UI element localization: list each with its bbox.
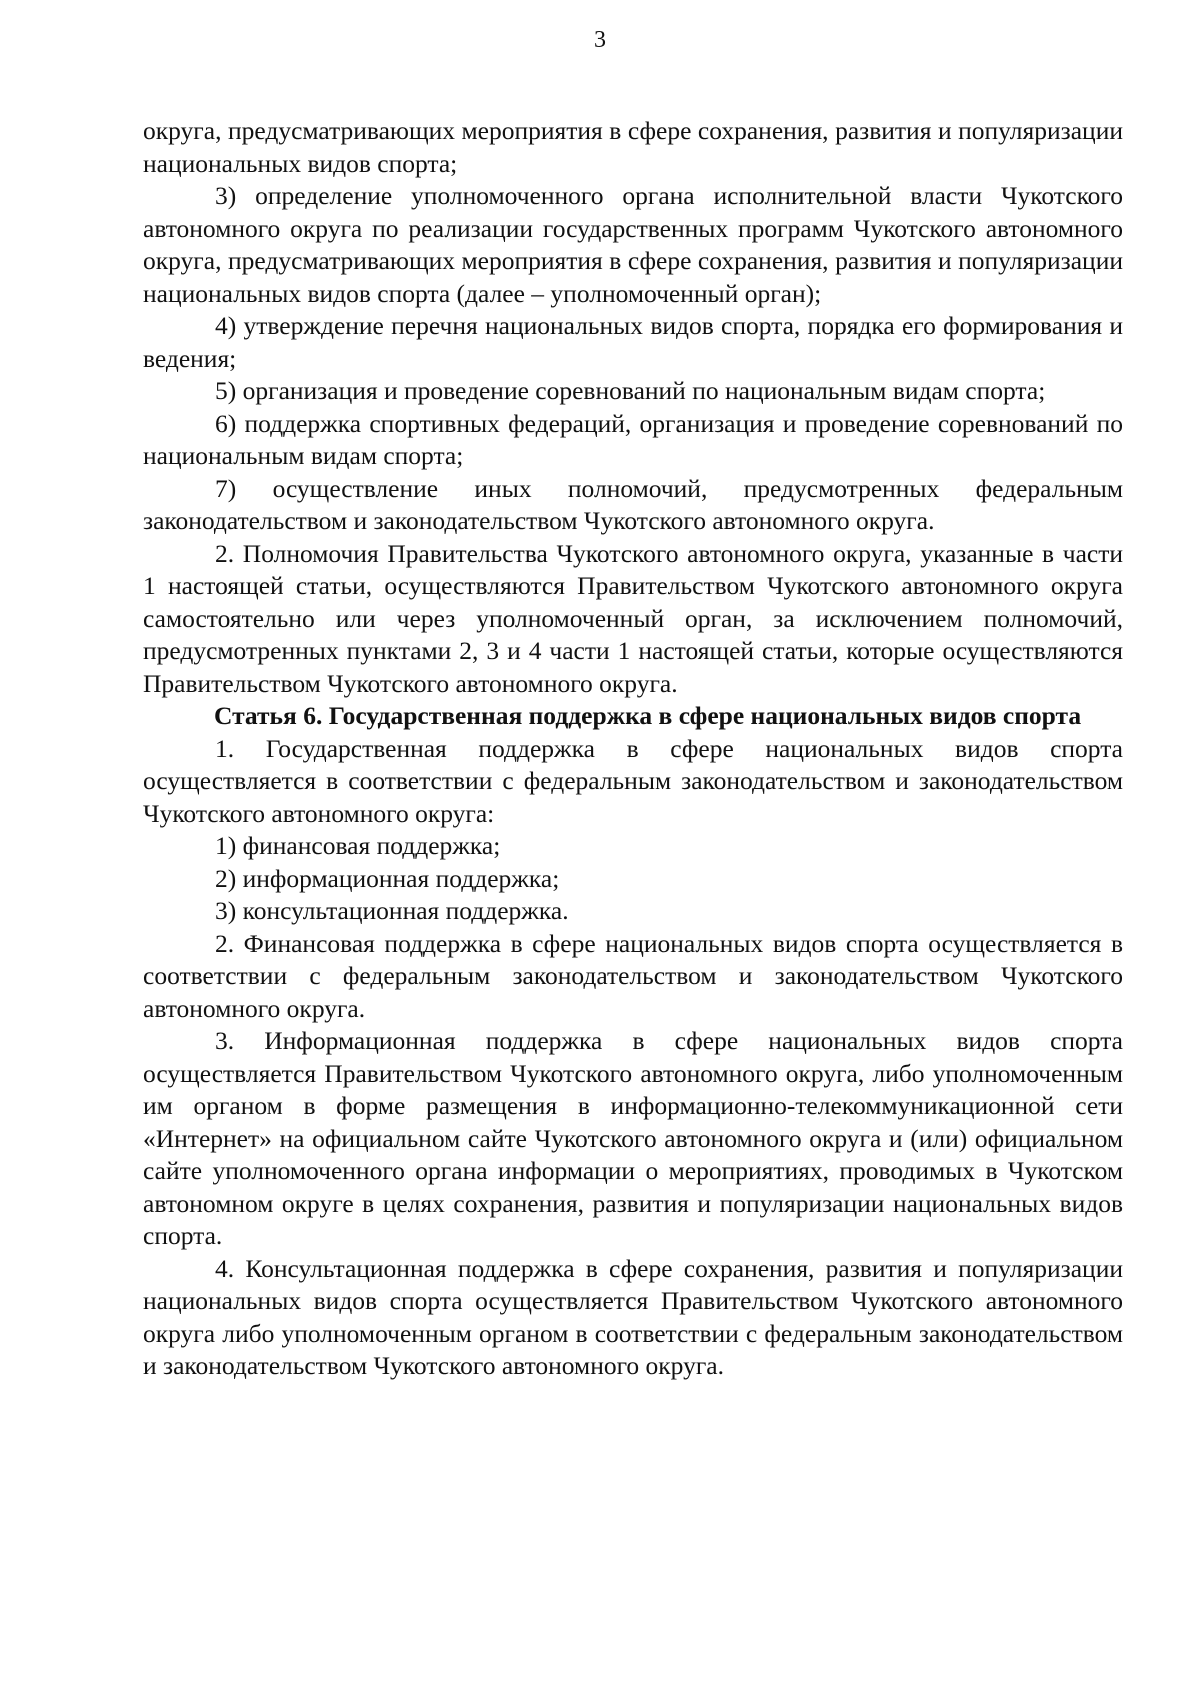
document-body bbox=[143, 115, 1123, 1383]
paragraph-continuation: округа, предусматривающих мероприятия в сфере сохранения, развития и популяризации национальных видов спорта; bbox=[143, 116, 1123, 178]
list-item-4: 4) утверждение перечня национальных видов спорта, порядка его формирования и ведения; bbox=[143, 311, 1123, 373]
list-item-5: 5) организация и проведение соревнований по национальным видам спорта; bbox=[215, 376, 1046, 405]
list-item-6: 6) поддержка спортивных федераций, организация и проведение соревнований по национальным видам спорта; bbox=[143, 408, 1123, 470]
support-item-2: 2) информационная поддержка; bbox=[215, 863, 560, 893]
list-item-3: 3) определение уполномоченного органа исполнительной власти Чукотского автономного округа по реализации государственных программ Чукотского автономного округа, предусматривающих мероприятия в сфере сохранения, развития и популяризации национальных видов спорта (далее – уполномоченный орган); bbox=[143, 181, 1123, 308]
list-item-7: 7) осуществление иных полномочий, предусмотренных федеральным законодательством и законодательством Чукотского автономного округа. bbox=[143, 473, 1123, 535]
paragraph-support-4: 4. Консультационная поддержка в сфере сохранения, развития и популяризации национальных видов спорта осуществляется Правительством Чукотского автономного округа либо уполномоченным органом в соответствии с федеральным законодательством и законодательством Чукотского автономного округа. bbox=[143, 1253, 1123, 1380]
support-item-3: 3) консультационная поддержка. bbox=[215, 896, 569, 925]
paragraph-part-2: 2. Полномочия Правительства Чукотского автономного округа, указанные в части 1 настоящей статьи, осуществляются Правительством Чукотского автономного округа самостоятельно или через уполномоченный орган, за исключением полномочий, предусмотренных пунктами 2, 3 и 4 части 1 настоящей статьи, которые осуществляются Правительством Чукотского автономного округа. bbox=[143, 538, 1123, 698]
article-heading: Статья 6. Государственная поддержка в сфере национальных видов спорта bbox=[214, 701, 1082, 730]
paragraph-support-2: 2. Финансовая поддержка в сфере национальных видов спорта осуществляется в соответствии с федеральным законодательством и законодательством Чукотского автономного округа. bbox=[143, 928, 1123, 1023]
paragraph-support-1: 1. Государственная поддержка в сфере национальных видов спорта осуществляется в соответствии с федеральным законодательством и законодательством Чукотского автономного округа: bbox=[143, 733, 1123, 828]
paragraph-support-3: 3. Информационная поддержка в сфере национальных видов спорта осуществляется Правительством Чукотского автономного округа, либо уполномоченным им органом в форме размещения в информационно-телекоммуникационной сети «Интернет» на официальном сайте Чукотского автономного округа и (или) официальном сайте уполномоченного органа информации о мероприятиях, проводимых в Чукотском автономном округе в целях сохранения, развития и популяризации национальных видов спорта. bbox=[143, 1026, 1123, 1250]
page-number: 3 bbox=[594, 27, 606, 53]
support-item-1: 1) финансовая поддержка; bbox=[215, 831, 501, 860]
